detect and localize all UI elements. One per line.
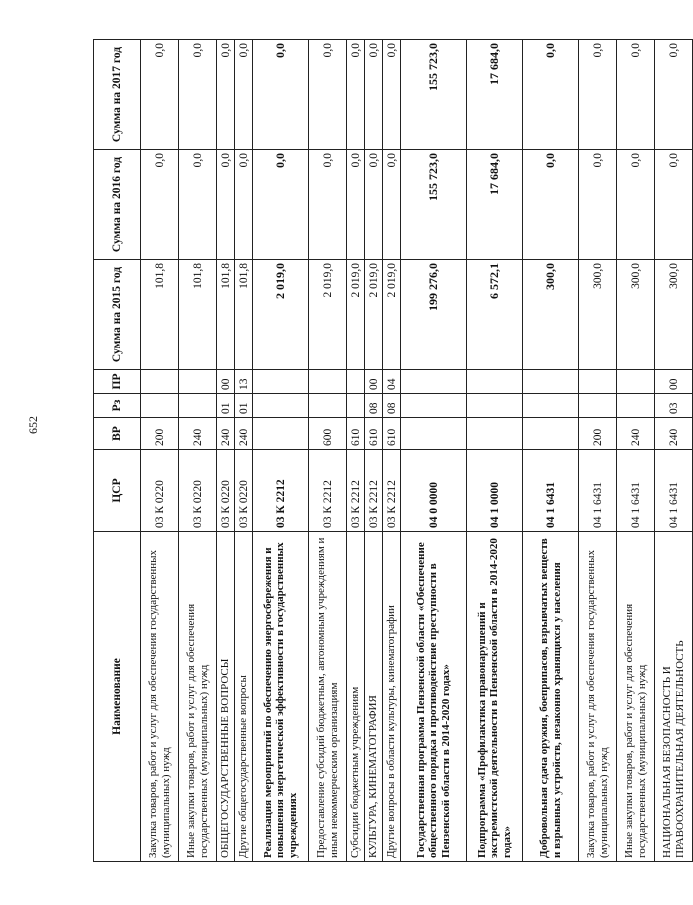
row-vr-cell [253,418,309,450]
row-sum-2016-cell: 0,0 [617,150,655,260]
row-rz-cell: 08 [383,394,401,418]
row-name-cell: Иные закупки товаров, работ и услуг для обеспечения государственных (муниципальных) нужд [179,532,217,862]
row-rz-cell: 01 [235,394,253,418]
row-rz-cell [253,394,309,418]
table-row [253,40,309,862]
row-sum-2017-cell: 0,0 [309,40,347,150]
row-sum-2016-cell: 0,0 [309,150,347,260]
row-sum-2017-cell: 0,0 [617,40,655,150]
table-row [309,40,347,862]
row-rz-cell: 03 [655,394,693,418]
row-vr-cell: 240 [235,418,253,450]
row-pr-cell [347,370,365,394]
row-sum-2015-cell: 101,8 [217,260,235,370]
row-vr-cell: 240 [217,418,235,450]
row-sum-2015-cell: 101,8 [179,260,217,370]
row-sum-2016-cell: 0,0 [235,150,253,260]
row-sum-2015-cell: 101,8 [235,260,253,370]
row-rz-cell [401,394,467,418]
header-sum-2015: Сумма на 2015 год [94,260,141,370]
row-rz-cell [523,394,579,418]
row-csr-cell: 03 К 0220 [217,450,235,532]
row-rz-cell: 01 [217,394,235,418]
row-pr-cell [179,370,217,394]
row-csr-cell: 03 К 2212 [365,450,383,532]
row-vr-cell: 610 [383,418,401,450]
row-pr-cell [467,370,523,394]
row-sum-2017-cell: 0,0 [347,40,365,150]
row-csr-cell: 04 1 6431 [655,450,693,532]
table-row [401,40,467,862]
row-rz-cell [347,394,365,418]
row-name-cell: КУЛЬТУРА, КИНЕМАТОГРАФИЯ [365,532,383,862]
row-name-cell: Субсидии бюджетным учреждениям [347,532,365,862]
row-sum-2017-cell: 0,0 [655,40,693,150]
row-name-cell: ОБЩЕГОСУДАРСТВЕННЫЕ ВОПРОСЫ [217,532,235,862]
header-vr: ВР [94,418,141,450]
row-sum-2015-cell: 2 019,0 [347,260,365,370]
row-name-cell: Подпрограмма «Профилактика правонарушений и экстремистской деятельности в Пензенской области в 2014-2020 годах» [467,532,523,862]
row-name-cell: Закупка товаров, работ и услуг для обеспечения государственных (муниципальных) нужд [579,532,617,862]
row-name-cell: Государственная программа Пензенской области «Обеспечение общественного порядка и противодействие преступности в Пензенской области в 2014-2020 годах» [401,532,467,862]
row-name-cell: Другие вопросы в области культуры, кинематографии [383,532,401,862]
row-vr-cell: 200 [579,418,617,450]
table-row [217,40,235,862]
table-row [179,40,217,862]
header-pr: ПР [94,370,141,394]
row-pr-cell [401,370,467,394]
table-row [347,40,365,862]
row-sum-2016-cell: 17 684,0 [467,150,523,260]
row-pr-cell [523,370,579,394]
row-sum-2017-cell: 17 684,0 [467,40,523,150]
row-vr-cell: 240 [179,418,217,450]
row-sum-2016-cell: 0,0 [179,150,217,260]
row-pr-cell [579,370,617,394]
row-pr-cell: 00 [365,370,383,394]
table-row [655,40,693,862]
row-sum-2017-cell: 0,0 [579,40,617,150]
row-sum-2015-cell: 2 019,0 [253,260,309,370]
table-row [235,40,253,862]
row-sum-2017-cell: 0,0 [217,40,235,150]
row-name-cell: Предоставление субсидий бюджетным, автономным учреждениям и иным некоммерческим организациям [309,532,347,862]
row-sum-2017-cell: 0,0 [253,40,309,150]
rotated-table-wrapper [93,40,686,862]
row-name-cell: Реализация мероприятий по обеспечению энергосбережения и повышения энергетической эффективности в государственных учреждениях [253,532,309,862]
row-csr-cell: 03 К 2212 [309,450,347,532]
row-rz-cell [141,394,179,418]
header-sum-2016: Сумма на 2016 год [94,150,141,260]
row-csr-cell: 04 0 0000 [401,450,467,532]
row-sum-2016-cell: 0,0 [579,150,617,260]
row-vr-cell: 240 [617,418,655,450]
table-row [365,40,383,862]
budget-table [93,39,693,862]
table-row [383,40,401,862]
row-rz-cell [617,394,655,418]
row-sum-2016-cell: 0,0 [655,150,693,260]
row-sum-2017-cell: 0,0 [235,40,253,150]
row-pr-cell: 00 [217,370,235,394]
row-csr-cell: 04 1 6431 [523,450,579,532]
row-csr-cell: 03 К 0220 [179,450,217,532]
table-body [141,40,693,862]
row-sum-2016-cell: 0,0 [253,150,309,260]
row-csr-cell: 03 К 2212 [383,450,401,532]
row-pr-cell: 04 [383,370,401,394]
row-sum-2015-cell: 2 019,0 [309,260,347,370]
row-pr-cell [253,370,309,394]
row-sum-2016-cell: 0,0 [141,150,179,260]
row-name-cell: НАЦИОНАЛЬНАЯ БЕЗОПАСНОСТЬ И ПРАВООХРАНИТЕЛЬНАЯ ДЕЯТЕЛЬНОСТЬ [655,532,693,862]
row-csr-cell: 03 К 0220 [141,450,179,532]
row-sum-2017-cell: 155 723,0 [401,40,467,150]
row-vr-cell [467,418,523,450]
row-pr-cell [309,370,347,394]
row-pr-cell [617,370,655,394]
row-csr-cell: 04 1 6431 [579,450,617,532]
row-name-cell: Иные закупки товаров, работ и услуг для обеспечения государственных (муниципальных) нужд [617,532,655,862]
row-sum-2015-cell: 2 019,0 [365,260,383,370]
row-sum-2015-cell: 6 572,1 [467,260,523,370]
table-row [617,40,655,862]
row-sum-2015-cell: 199 276,0 [401,260,467,370]
row-sum-2016-cell: 0,0 [383,150,401,260]
table-row [141,40,179,862]
row-sum-2016-cell: 0,0 [217,150,235,260]
row-sum-2016-cell: 0,0 [523,150,579,260]
row-sum-2015-cell: 300,0 [523,260,579,370]
row-pr-cell: 13 [235,370,253,394]
header-sum-2017: Сумма на 2017 год [94,40,141,150]
row-sum-2015-cell: 300,0 [655,260,693,370]
header-csr: ЦСР [94,450,141,532]
row-rz-cell [309,394,347,418]
row-sum-2017-cell: 0,0 [179,40,217,150]
row-sum-2015-cell: 2 019,0 [383,260,401,370]
page-number: 652 [26,416,40,434]
row-vr-cell: 240 [655,418,693,450]
row-rz-cell [179,394,217,418]
row-vr-cell [523,418,579,450]
table-row [467,40,523,862]
row-vr-cell [401,418,467,450]
row-rz-cell [467,394,523,418]
row-rz-cell: 08 [365,394,383,418]
row-csr-cell: 04 1 0000 [467,450,523,532]
row-vr-cell: 200 [141,418,179,450]
header-name: Наименование [94,532,141,862]
row-name-cell: Закупка товаров, работ и услуг для обеспечения государственных (муниципальных) нужд [141,532,179,862]
row-rz-cell [579,394,617,418]
row-sum-2015-cell: 300,0 [579,260,617,370]
row-sum-2015-cell: 101,8 [141,260,179,370]
row-vr-cell: 610 [365,418,383,450]
row-name-cell: Другие общегосударственные вопросы [235,532,253,862]
row-sum-2016-cell: 0,0 [347,150,365,260]
row-vr-cell: 600 [309,418,347,450]
row-vr-cell: 610 [347,418,365,450]
row-sum-2017-cell: 0,0 [141,40,179,150]
row-sum-2017-cell: 0,0 [365,40,383,150]
header-rz: Рз [94,394,141,418]
row-sum-2017-cell: 0,0 [383,40,401,150]
table-header-row [94,40,141,862]
row-pr-cell: 00 [655,370,693,394]
row-sum-2015-cell: 300,0 [617,260,655,370]
row-sum-2017-cell: 0,0 [523,40,579,150]
table-row [523,40,579,862]
row-csr-cell: 03 К 0220 [235,450,253,532]
row-csr-cell: 04 1 6431 [617,450,655,532]
row-sum-2016-cell: 155 723,0 [401,150,467,260]
table-row [579,40,617,862]
row-csr-cell: 03 К 2212 [347,450,365,532]
row-pr-cell [141,370,179,394]
row-name-cell: Добровольная сдача оружия, боеприпасов, взрывчатых веществ и взрывных устройств, незаконно хранящихся у населения [523,532,579,862]
row-csr-cell: 03 К 2212 [253,450,309,532]
row-sum-2016-cell: 0,0 [365,150,383,260]
